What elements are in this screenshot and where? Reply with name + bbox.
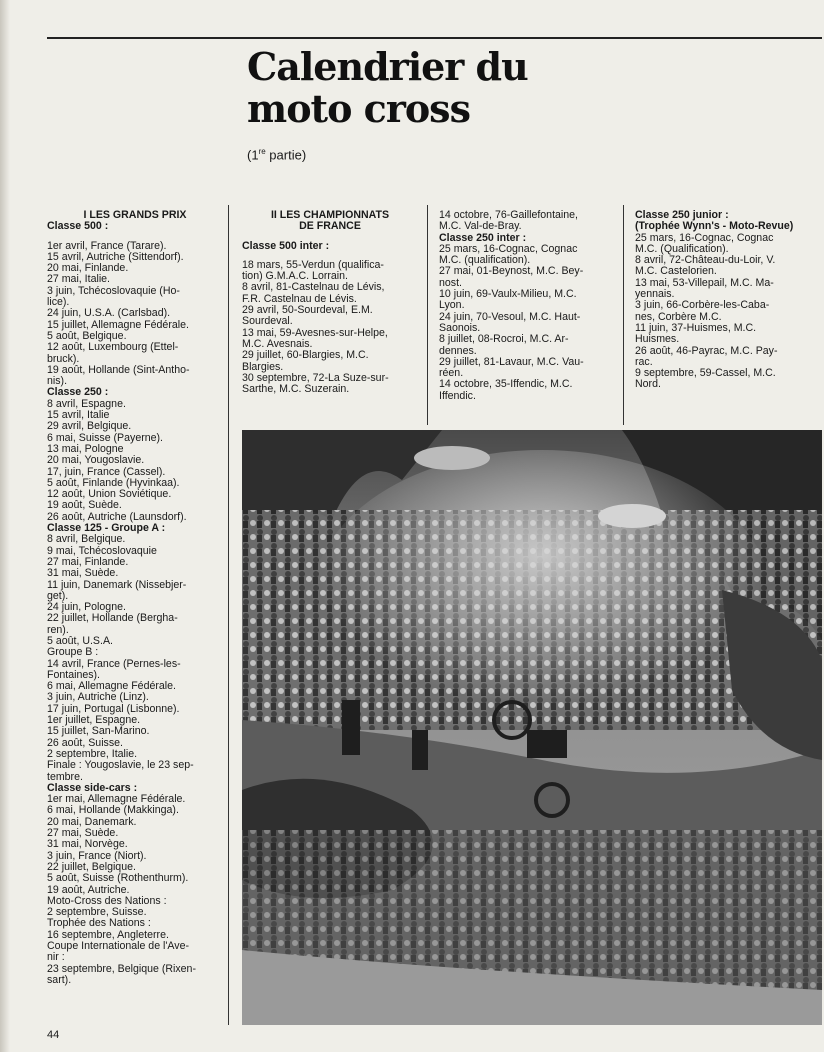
calendar-line: 26 août, Suisse. (47, 736, 123, 749)
calendar-line: 23 septembre, Belgique (Rixen- (47, 962, 196, 975)
race-photo-image (242, 430, 822, 1025)
calendar-line: 20 mai, Danemark. (47, 815, 137, 828)
calendar-line: lice). (47, 296, 70, 309)
calendar-line: 31 mai, Norvège. (47, 838, 128, 851)
calendar-line: 13 mai, 59-Avesnes-sur-Helpe, (242, 326, 388, 339)
calendar-line: Blargies. (242, 360, 284, 373)
calendar-line: 8 avril, 72-Château-du-Loir, V. (635, 254, 776, 267)
calendar-line: 24 juin, 70-Vesoul, M.C. Haut- (439, 310, 581, 323)
calendar-line: 14 octobre, 35-Iffendic, M.C. (439, 378, 573, 391)
calendar-line: Sarthe, M.C. Suzerain. (242, 383, 350, 396)
calendar-line: 15 juillet, San-Marino. (47, 725, 150, 738)
calendar-line: 1er mai, Allemagne Fédérale. (47, 793, 186, 806)
section-heading: Classe 500 : (47, 220, 109, 233)
calendar-line: 3 juin, France (Niort). (47, 849, 147, 862)
title-line-2: moto cross (247, 86, 470, 131)
calendar-line: 29 juillet, 60-Blargies, M.C. (242, 349, 369, 362)
calendar-line: 8 avril, 81-Castelnau de Lévis, (242, 281, 385, 294)
calendar-line: Fontaines). (47, 668, 100, 681)
calendar-line: Sourdeval. (242, 315, 293, 328)
column-divider-2 (427, 205, 428, 425)
calendar-line: 26 août, 46-Payrac, M.C. Pay- (635, 344, 778, 357)
calendar-line: 27 mai, Finlande. (47, 555, 129, 568)
calendar-line: 12 août, Luxembourg (Ettel- (47, 341, 179, 354)
calendar-line: 27 mai, 01-Beynost, M.C. Bey- (439, 265, 584, 278)
calendar-line: 14 octobre, 76-Gaillefontaine, (439, 209, 578, 221)
calendar-line: 12 août, Union Soviétique. (47, 488, 172, 501)
column-championnats-250-inter (439, 210, 615, 402)
calendar-line: Trophée des Nations : (47, 917, 151, 930)
calendar-line: 5 août, U.S.A. (47, 634, 113, 647)
section-heading: I LES GRANDS PRIX (83, 209, 187, 221)
calendar-line: 1er juillet, Espagne. (47, 714, 141, 727)
calendar-line: Lyon. (439, 299, 465, 312)
column-divider-3 (623, 205, 624, 425)
calendar-line: nost. (439, 276, 462, 289)
calendar-line: 6 mai, Hollande (Makkinga). (47, 804, 179, 817)
calendar-line: 22 juillet, Belgique. (47, 860, 136, 873)
subtitle-prefix: (1 (247, 147, 259, 163)
section-heading: Classe 250 : (47, 386, 109, 399)
calendar-line: M.C. Avesnais. (242, 337, 313, 350)
calendar-line: get). (47, 589, 69, 602)
calendar-line: 27 mai, Suède. (47, 827, 119, 840)
calendar-line: 8 avril, Espagne. (47, 397, 126, 410)
calendar-line: F.R. Castelnau de Lévis. (242, 292, 357, 305)
calendar-line: 1er avril, France (Tarare). (47, 239, 167, 252)
calendar-line: 9 mai, Tchécoslovaquie (47, 544, 157, 557)
calendar-line: 8 avril, Belgique. (47, 533, 126, 546)
calendar-line: 6 mai, Suisse (Payerne). (47, 431, 163, 444)
calendar-line: 26 août, Autriche (Launsdorf). (47, 510, 187, 523)
section-heading: (Trophée Wynn's - Moto-Revue) (635, 220, 794, 233)
calendar-line: 22 juillet, Hollande (Bergha- (47, 612, 178, 625)
calendar-line: 29 avril, Belgique. (47, 420, 132, 433)
calendar-line: 5 août, Suisse (Rothenthurm). (47, 872, 189, 885)
article-title (247, 46, 528, 130)
calendar-line: 29 juillet, 81-Lavaur, M.C. Vau- (439, 355, 584, 368)
subtitle-suffix: partie) (265, 147, 307, 163)
section-heading: Classe 500 inter : (242, 239, 330, 252)
calendar-line: 2 septembre, Suisse. (47, 906, 147, 919)
calendar-line: Finale : Yougoslavie, le 23 sep- (47, 759, 194, 772)
calendar-line: 17, juin, France (Cassel). (47, 465, 166, 478)
calendar-line: 27 mai, Italie. (47, 273, 111, 286)
calendar-line: 25 mars, 16-Cognac, Cognac (439, 242, 578, 255)
calendar-line: nir : (47, 951, 65, 964)
calendar-line: Moto-Cross des Nations : (47, 894, 167, 907)
calendar-line: 3 juin, Tchécoslovaquie (Ho- (47, 284, 180, 297)
calendar-line: M.C. (qualification). (439, 254, 531, 267)
calendar-line: 13 mai, Pologne (47, 442, 124, 455)
title-line-1: Calendrier du (247, 44, 528, 89)
calendar-line: 20 mai, Yougoslavie. (47, 454, 145, 467)
calendar-line: réen. (439, 367, 464, 380)
calendar-line: 25 mars, 16-Cognac, Cognac (635, 231, 774, 244)
calendar-line: 24 juin, U.S.A. (Carlsbad). (47, 307, 171, 320)
subtitle-superscript: re (258, 147, 266, 156)
calendar-line: Nord. (635, 378, 661, 391)
section-heading: Classe 250 inter : (439, 231, 527, 244)
calendar-line: 13 mai, 53-Villepail, M.C. Ma- (635, 276, 774, 289)
calendar-line: M.C. (Qualification). (635, 242, 729, 255)
calendar-line: M.C. Castelorien. (635, 265, 717, 278)
column-250-junior (635, 210, 815, 391)
calendar-line: 19 août, Suède. (47, 499, 122, 512)
calendar-line: Saonois. (439, 321, 481, 334)
section-heading: Classe side-cars : (47, 781, 138, 794)
column-divider-1 (228, 205, 229, 1025)
section-heading: II LES CHAMPIONNATS (270, 209, 390, 221)
calendar-line: 6 mai, Allemagne Fédérale. (47, 680, 176, 693)
calendar-line: 15 avril, Autriche (Sittendorf). (47, 250, 184, 263)
calendar-line: 8 juillet, 08-Rocroi, M.C. Ar- (439, 333, 569, 346)
calendar-line: 5 août, Finlande (Hyvinkaa). (47, 476, 180, 489)
article-subtitle (247, 147, 306, 162)
calendar-line: Groupe B : (47, 646, 99, 659)
calendar-line: Iffendic. (439, 389, 476, 402)
calendar-line: 30 septembre, 72-La Suze-sur- (242, 371, 389, 384)
calendar-line: yennais. (635, 288, 675, 301)
calendar-line: dennes. (439, 344, 477, 357)
calendar-line: 24 juin, Pologne. (47, 601, 126, 614)
calendar-line: bruck). (47, 352, 80, 365)
calendar-line: rac. (635, 355, 653, 368)
section-heading: Classe 125 - Groupe A : (47, 522, 166, 535)
calendar-line: 5 août, Belgique. (47, 329, 127, 342)
calendar-line: 15 avril, Italie (47, 409, 110, 422)
calendar-line: sart). (47, 973, 72, 986)
page-spine-shadow (0, 0, 10, 1052)
column-championnats-500 (242, 210, 418, 395)
calendar-line: tion) G.M.A.C. Lorrain. (242, 270, 348, 283)
top-rule (47, 37, 822, 39)
calendar-line: ren). (47, 623, 69, 636)
calendar-line: 31 mai, Suède. (47, 567, 119, 580)
calendar-line: 2 septembre, Italie. (47, 747, 138, 760)
calendar-line: 9 septembre, 59-Cassel, M.C. (635, 367, 776, 380)
calendar-line: Huismes. (635, 333, 680, 346)
calendar-line: 18 mars, 55-Verdun (qualifica- (242, 258, 384, 271)
calendar-line: 11 juin, Danemark (Nissebjer- (47, 578, 187, 591)
calendar-line: 15 juillet, Allemagne Fédérale. (47, 318, 189, 331)
column-grands-prix (47, 210, 223, 986)
calendar-line: 20 mai, Finlande. (47, 262, 129, 275)
calendar-line: M.C. Val-de-Bray. (439, 220, 522, 233)
page-number: 44 (47, 1029, 60, 1041)
race-photo (242, 430, 822, 1025)
calendar-line: nis). (47, 375, 68, 388)
calendar-line: 10 juin, 69-Vaulx-Milieu, M.C. (439, 288, 577, 301)
calendar-line: 3 juin, 66-Corbère-les-Caba- (635, 299, 770, 312)
calendar-line: 3 juin, Autriche (Linz). (47, 691, 149, 704)
calendar-line: tembre. (47, 770, 83, 783)
calendar-line: Coupe Internationale de l'Ave- (47, 940, 189, 952)
section-heading: DE FRANCE (299, 220, 361, 233)
calendar-line: 14 avril, France (Pernes-les- (47, 657, 181, 670)
calendar-line: 16 septembre, Angleterre. (47, 928, 169, 941)
calendar-line: 29 avril, 50-Sourdeval, E.M. (242, 304, 373, 317)
section-heading: Classe 250 junior : (635, 209, 729, 221)
calendar-line: nes, Corbère M.C. (635, 310, 722, 323)
calendar-line: 17 juin, Portugal (Lisbonne). (47, 702, 180, 715)
calendar-line: 19 août, Hollande (Sint-Antho- (47, 363, 190, 376)
calendar-line: 11 juin, 37-Huismes, M.C. (635, 321, 757, 334)
calendar-line: 19 août, Autriche. (47, 883, 130, 896)
